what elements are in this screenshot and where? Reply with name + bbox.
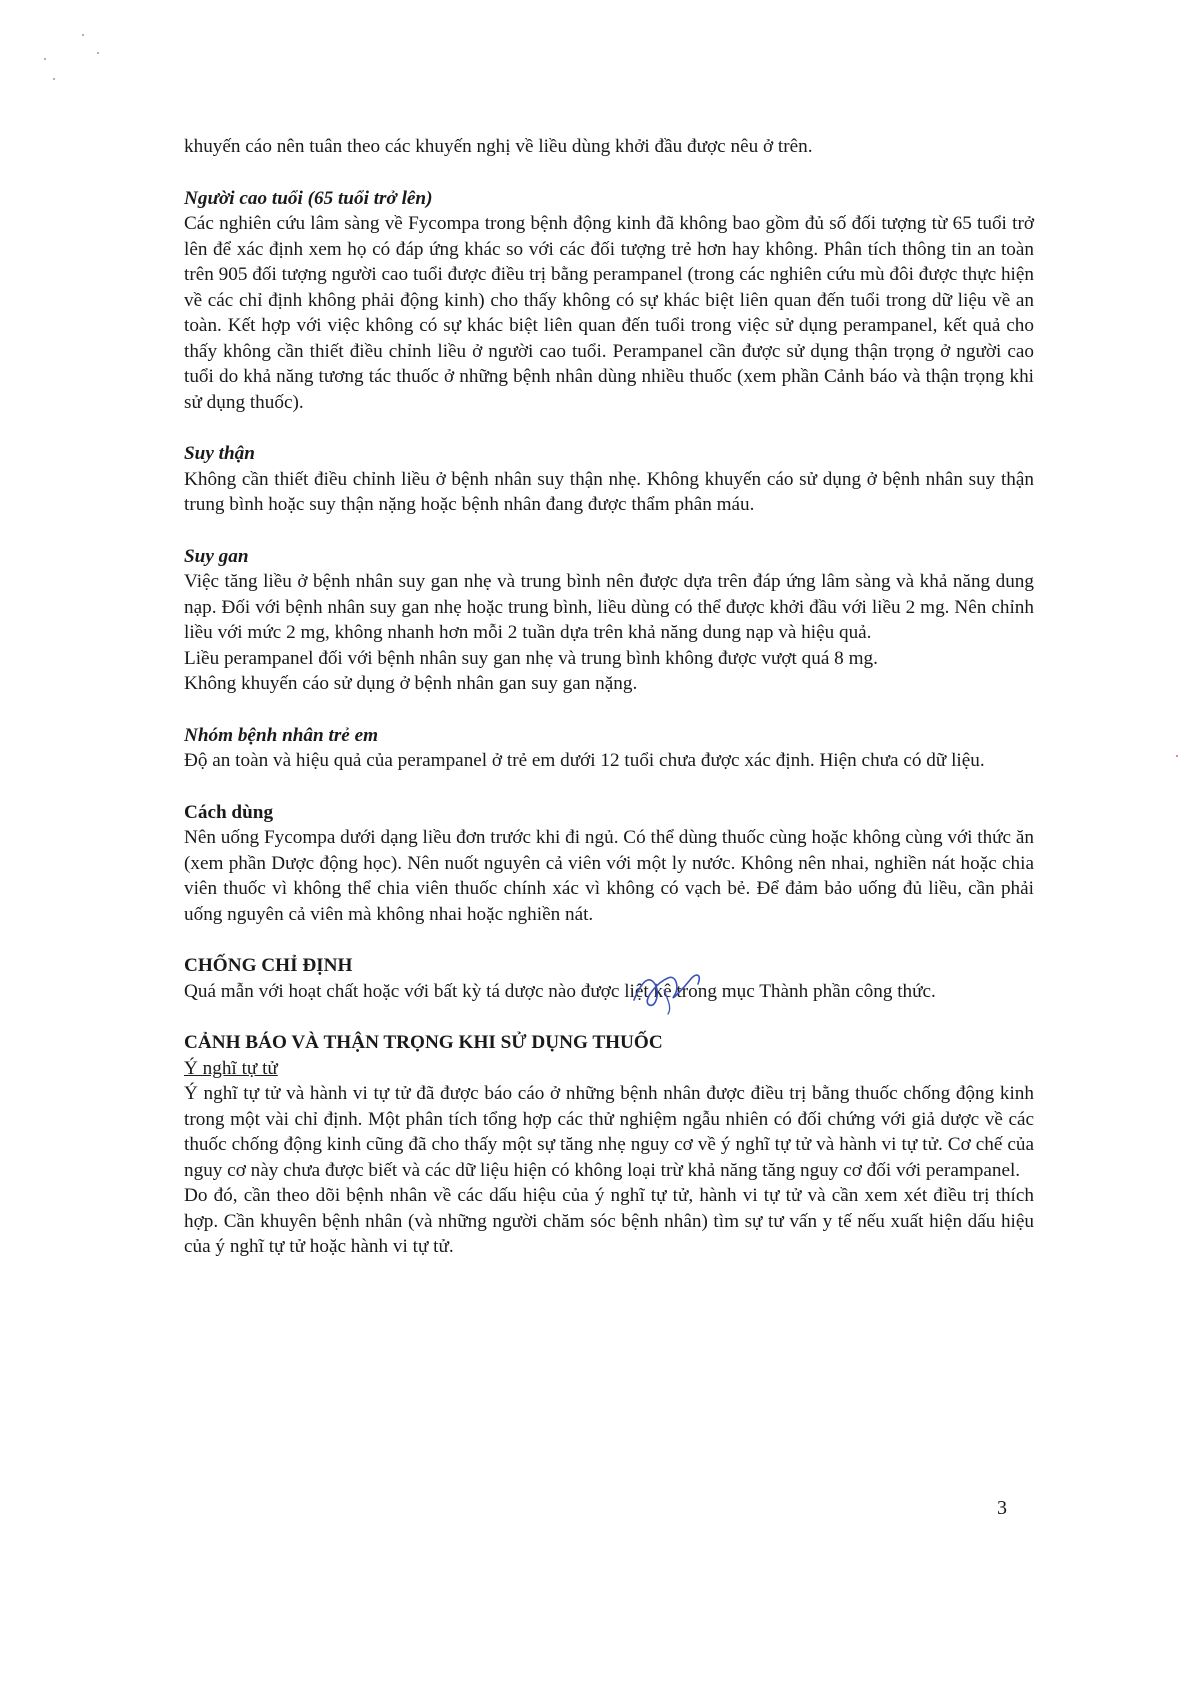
pediatric-heading: Nhóm bệnh nhân trẻ em: [184, 724, 379, 746]
suicide-paragraph-1: Ý nghĩ tự tử và hành vi tự tử đã được báo cáo ở những bệnh nhân được điều trị bằng thuốc chống động kinh trong một vài chỉ định. Một phân tích tổng hợp các thử nghiệm ngẫu nhiên có đối chứng với giả dược về các thuốc chống động kinh cũng đã cho thấy một sự tăng nhẹ nguy cơ về ý nghĩ tự tử và hành vi tự tử. Cơ chế của nguy cơ này chưa được biết và các dữ liệu hiện có không loại trừ khả năng tăng nguy cơ đối với perampanel.: [184, 1083, 1034, 1181]
elderly-heading: Người cao tuổi (65 tuổi trở lên): [184, 187, 433, 209]
hepatic-paragraph-2: Liều perampanel đối với bệnh nhân suy gan nhẹ và trung bình không được vượt quá 8 mg.: [184, 647, 878, 669]
administration-heading: Cách dùng: [184, 801, 274, 823]
scan-speck: [1176, 755, 1178, 757]
page-body: [184, 134, 1034, 1260]
administration-paragraph: Nên uống Fycompa dưới dạng liều đơn trước khi đi ngủ. Có thể dùng thuốc cùng hoặc không cùng với thức ăn (xem phần Dược động học). Nên nuốt nguyên cả viên với một ly nước. Không nên nhai, nghiền nát hoặc chia viên thuốc vì không thể chia viên thuốc chính xác vì không có vạch bẻ. Để đảm bảo uống đủ liều, cần phải uống nguyên cả viên mà không nhai hoặc nghiền nát.: [184, 827, 1034, 925]
scan-speck: [53, 78, 55, 80]
scan-speck: [44, 58, 46, 60]
intro-paragraph: khuyến cáo nên tuân theo các khuyến nghị về liều dùng khởi đầu được nêu ở trên.: [184, 136, 813, 157]
suicide-paragraph-2: Do đó, cần theo dõi bệnh nhân về các dấu hiệu của ý nghĩ tự tử, hành vi tự tử và cần xem xét điều trị thích hợp. Cần khuyên bệnh nhân (và những người chăm sóc bệnh nhân) tìm sự tư vấn y tế nếu xuất hiện dấu hiệu của ý nghĩ tự tử hoặc hành vi tự tử.: [184, 1185, 1034, 1257]
suicide-heading: Ý nghĩ tự tử: [184, 1057, 278, 1079]
hepatic-heading: Suy gan: [184, 545, 249, 567]
contraindications-paragraph: Quá mẫn với hoạt chất hoặc với bất kỳ tá dược nào được liệt kê trong mục Thành phần công thức.: [184, 980, 936, 1002]
page-number: 3: [997, 1497, 1007, 1519]
pediatric-paragraph: Độ an toàn và hiệu quả của perampanel ở trẻ em dưới 12 tuổi chưa được xác định. Hiện chưa có dữ liệu.: [184, 750, 985, 771]
contraindications-heading: CHỐNG CHỈ ĐỊNH: [184, 955, 353, 976]
renal-heading: Suy thận: [184, 443, 255, 464]
warnings-heading: CẢNH BÁO VÀ THẬN TRỌNG KHI SỬ DỤNG THUỐC: [184, 1032, 663, 1053]
elderly-paragraph: Các nghiên cứu lâm sàng về Fycompa trong bệnh động kinh đã không bao gồm đủ số đối tượng từ 65 tuổi trở lên để xác định xem họ có đáp ứng khác so với các đối tượng trẻ hơn hay không. Phân tích thông tin an toàn trên 905 đối tượng người cao tuổi được điều trị bằng perampanel (trong các nghiên cứu mù đôi được thực hiện về các chỉ định không phải động kinh) cho thấy không có sự khác biệt liên quan đến tuổi trong dữ liệu về an toàn. Kết hợp với việc không có sự khác biệt liên quan đến tuổi trong việc sử dụng perampanel, kết quả cho thấy không cần thiết điều chỉnh liều ở người cao tuổi. Perampanel cần được sử dụng thận trọng ở người cao tuổi do khả năng tương tác thuốc ở những bệnh nhân dùng nhiều thuốc (xem phần Cảnh báo và thận trọng khi sử dụng thuốc).: [184, 213, 1034, 413]
scan-speck: [82, 34, 84, 36]
scan-speck: [97, 52, 99, 54]
hepatic-paragraph-1: Việc tăng liều ở bệnh nhân suy gan nhẹ và trung bình nên được dựa trên đáp ứng lâm sàng và khả năng dung nạp. Đối với bệnh nhân suy gan nhẹ hoặc trung bình, liều dùng có thể được khởi đầu với liều 2 mg. Nên chỉnh liều với mức 2 mg, không nhanh hơn mỗi 2 tuần dựa trên khả năng dung nạp và hiệu quả.: [184, 571, 1034, 643]
renal-paragraph: Không cần thiết điều chỉnh liều ở bệnh nhân suy thận nhẹ. Không khuyến cáo sử dụng ở bệnh nhân suy thận trung bình hoặc suy thận nặng hoặc bệnh nhân đang được thẩm phân máu.: [184, 468, 1034, 515]
hepatic-paragraph-3: Không khuyến cáo sử dụng ở bệnh nhân gan suy gan nặng.: [184, 673, 638, 694]
